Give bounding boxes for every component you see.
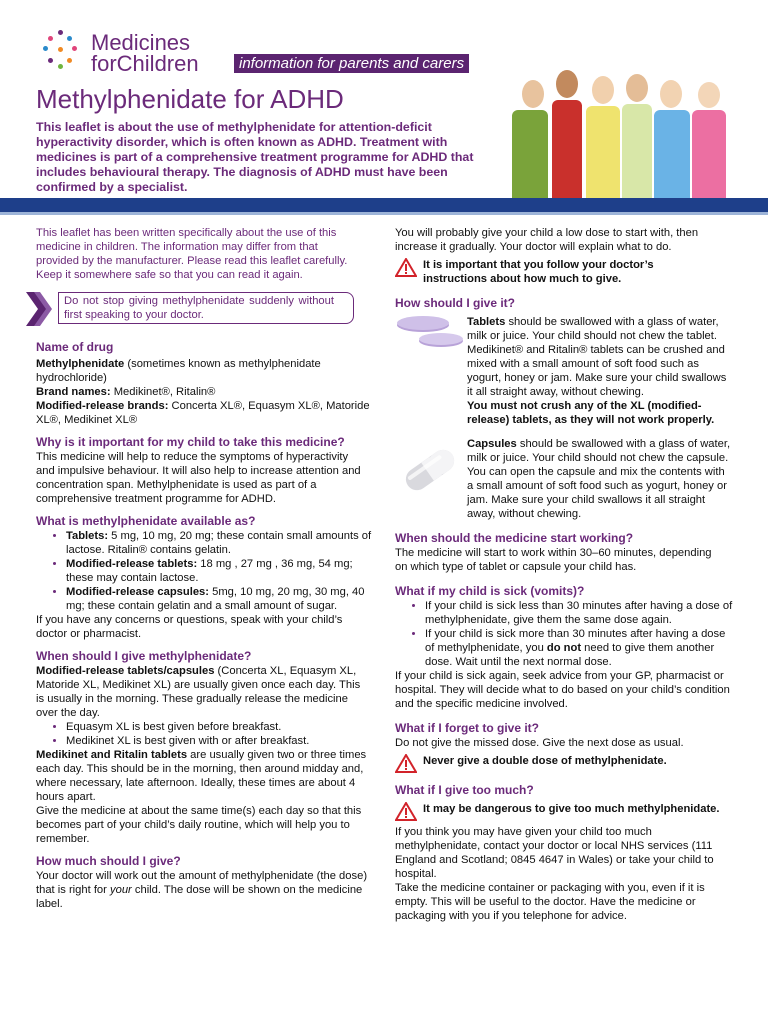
header-band (0, 198, 768, 212)
tablets-icon (395, 315, 465, 355)
heading-how-give: How should I give it? (395, 296, 515, 310)
brand-label: Brand names: (36, 386, 111, 398)
avail-text: 18 mg , 27 mg , 36 mg, 54 mg; these may contain lactose. (66, 558, 353, 584)
logo-text-for-children: forChildren (91, 51, 199, 76)
heading-sick: What if my child is sick (vomits)? (395, 584, 585, 598)
mr-label: Modified-release brands: (36, 400, 169, 412)
available-list (36, 529, 376, 613)
callout-box (36, 292, 376, 326)
sick-after: If your child is sick again, seek advice from your GP, pharmacist or hospital. They will decide what to do based on your child’s condition and the specific medicine involved. (395, 670, 730, 710)
available-after: If you have any concerns or questions, speak with your child’s doctor or pharmacist. (36, 614, 343, 640)
when-rest-1: (Concerta XL, Equasym XL, Matoride XL, Medikinet XL) are usually given once each day. This is usually in the morning. These gradually release the medicine over the day. (36, 665, 361, 719)
heading-start-working: When should the medicine start working? (395, 531, 634, 545)
header-band-light (0, 212, 768, 215)
when-text-2 (36, 748, 368, 804)
heading-available-as: What is methylphenidate available as? (36, 514, 256, 528)
heading-why-important: Why is it important for my child to take this medicine? (36, 435, 345, 449)
avail-text: 5 mg, 10 mg, 20 mg; these contain small amounts of lactose. Ritalin® contains gelatin. (66, 530, 372, 556)
warning-icon (395, 802, 417, 821)
tablets-rest: should be swallowed with a glass of water, milk or juice. Your child should not chew the tablet. (467, 316, 719, 342)
sick-item2-bold: do not (546, 642, 582, 654)
forget-warning (395, 754, 735, 773)
drug-name (36, 357, 376, 385)
mr-value: Concerta XL®, Equasym XL®, Matoride XL®, Medikinet XL® (36, 400, 370, 426)
brand-names (36, 385, 376, 399)
sick-item2-b: need to give them another dose. Wait until the next normal dose. (425, 642, 715, 668)
children-photo (508, 66, 740, 212)
capsules-bold: Capsules (467, 438, 517, 450)
dose-warning-text: It is important that you follow your doctor’s instructions about how much to give. (423, 259, 654, 285)
left-column (36, 226, 376, 911)
tablets-section (395, 315, 735, 427)
list-item (66, 585, 376, 613)
heading-too-much: What if I give too much? (395, 783, 534, 797)
list-item (425, 627, 735, 669)
list-item: • Medikinet XL is best given with or after breakfast. (66, 734, 376, 748)
why-text: This medicine will help to reduce the symptoms of hyperactivity and impulsive behaviour. It will also help to increase attention and concentration span. Methylphenidate is used as part of a comprehensive treatment programme for ADHD. (36, 451, 361, 505)
callout-text: Do not stop giving methylphenidate suddenly without first speaking to your doctor. (64, 295, 334, 321)
when-rest-2: are usually given two or three times each day. This should be in the morning, then around midday and, where necessary, late afternoon. Ideally, these times are about 4 hours apart. (36, 749, 367, 803)
heading-how-much: How much should I give? (36, 854, 181, 868)
warning-icon (395, 754, 417, 773)
avail-text: 5mg, 10 mg, 20 mg, 30 mg, 40 mg; these contain gelatin and a small amount of sugar. (66, 586, 365, 612)
capsules-text (467, 437, 731, 521)
arrow-chevron-icon (26, 292, 54, 326)
mr-brands (36, 399, 376, 427)
how-much-text-b: child. The dose will be shown on the medicine label. (36, 884, 363, 910)
intro-text: This leaflet is about the use of methylphenidate for attention-deficit hyperactivity disorder, which is often known as ADHD. Treatment with medicines is part of a comprehensive treatment programme for ADHD that includes behavioural therapy. The diagnosis of ADHD must have been confirmed by a specialist. (36, 120, 474, 194)
tablets-text-2: Medikinet® and Ritalin® tablets can be crushed and mixed with a small amount of soft food such as yogurt, honey or jam. Make sure your child swallows it all straight away, without chewing. (467, 344, 727, 398)
tagline: information for parents and carers (234, 54, 469, 73)
tablets-bold: Tablets (467, 316, 506, 328)
when-text-3: Give the medicine at about the same time(s) each day so that this becomes part of your child’s daily routine, which will help you to remember. (36, 805, 362, 845)
avail-label: Tablets: (66, 530, 109, 542)
how-much-text (36, 869, 368, 911)
too-much-warning-text: It may be dangerous to give too much methylphenidate. (423, 803, 720, 815)
dose-warning (395, 258, 735, 286)
page-title: Methylphenidate for ADHD (36, 84, 344, 114)
right-column (395, 226, 735, 923)
logo-mark-icon (34, 28, 86, 78)
avail-label: Modified-release capsules: (66, 586, 210, 598)
warning-icon (395, 258, 417, 277)
when-bold-1: Modified-release tablets/capsules (36, 665, 215, 677)
too-much-text-2: Take the medicine container or packaging with you, even if it is empty. This will be useful to the doctor. Have the medicine or packaging with you if you telephone for advice. (395, 882, 705, 922)
forget-text: Do not give the missed dose. Give the next dose as usual. (395, 737, 684, 749)
how-much-text-a: Your doctor will work out the amount of methylphenidate (the dose) that is right for (36, 870, 368, 896)
drug-name-rest: (sometimes known as methylphenidate hydrochloride) (36, 358, 321, 384)
too-much-warning (395, 802, 735, 821)
tablets-warning: You must not crush any of the XL (modified-release) tablets, as they will not work properly. (467, 400, 715, 426)
heading-forget: What if I forget to give it? (395, 721, 539, 735)
heading-name-of-drug: Name of drug (36, 340, 114, 354)
brand-value: Medikinet®, Ritalin® (110, 386, 216, 398)
when-list (36, 720, 376, 748)
list-item: • Equasym XL is best given before breakfast. (66, 720, 376, 734)
capsules-rest: should be swallowed with a glass of water, milk or juice. Your child should not chew the capsule. You can open the capsule and mix the contents with a small amount of soft food such as yogurt, honey or jam. Make sure your child swallows it all straight away, without chewing. (467, 438, 731, 520)
sick-list (395, 599, 735, 669)
drug-name-bold: Methylphenidate (36, 358, 125, 370)
list-item (66, 557, 376, 585)
logo-text-medicines: Medicines (91, 30, 191, 55)
tablets-text (467, 315, 731, 343)
too-much-text: If you think you may have given your child too much methylphenidate, contact your doctor or local NHS services (111 England and Scotland; 0845 4647 in Wales) or take your child to hospital. (395, 826, 714, 880)
when-bold-2: Medikinet and Ritalin tablets (36, 749, 188, 761)
list-item (66, 529, 376, 557)
heading-when-give: When should I give methylphenidate? (36, 649, 252, 663)
capsule-icon (399, 439, 461, 501)
list-item: • If your child is sick less than 30 minutes after having a dose of methylphenidate, give them the same dose again. (425, 599, 735, 627)
sick-item2-a: If your child is sick more than 30 minutes after having a dose of methylphenidate, you (425, 628, 726, 654)
start-text: The medicine will start to work within 30–60 minutes, depending on which type of tablet or capsule your child has. (395, 547, 712, 573)
avail-label: Modified-release tablets: (66, 558, 198, 570)
forget-warning-text: Never give a double dose of methylphenidate. (423, 755, 667, 767)
written-note: This leaflet has been written specifically about the use of this medicine in children. The information may differ from that provided by the manufacturer. Please read this leaflet carefully. Keep it somewhere safe so that you can read it again. (36, 227, 348, 281)
dose-text: You will probably give your child a low dose to start with, then increase it gradually. Your doctor will explain what to do. (395, 227, 699, 253)
how-much-text-em: your (110, 884, 132, 896)
logo (34, 28, 234, 78)
when-text-1 (36, 664, 368, 720)
capsules-section (395, 437, 735, 521)
